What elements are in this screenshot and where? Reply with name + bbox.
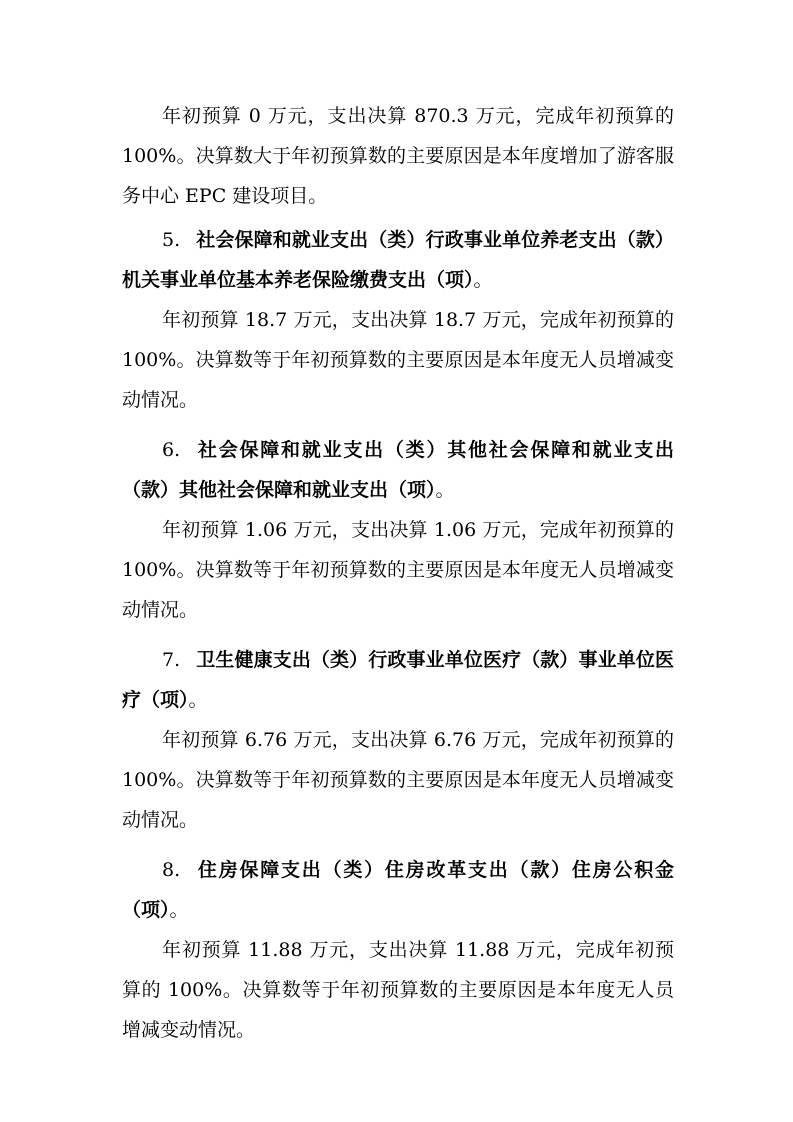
section-heading-7 bbox=[122, 640, 674, 720]
section-number: 8. bbox=[162, 859, 181, 881]
document-page bbox=[122, 96, 674, 1050]
section-end-punct: 。 bbox=[169, 899, 189, 921]
section-paragraph-8: 年初预算 11.88 万元，支出决算 11.88 万元，完成年初预算的 100%。决算数等于年初预算数的主要原因是本年度无人员增减变动情况。 bbox=[122, 939, 674, 1041]
section-heading-6 bbox=[122, 430, 674, 510]
section-number: 5. bbox=[162, 229, 181, 251]
section-end-punct: 。 bbox=[188, 689, 208, 711]
section-number: 6. bbox=[162, 439, 181, 461]
section-heading-5 bbox=[122, 220, 674, 300]
intro-paragraph: 年初预算 0 万元，支出决算 870.3 万元，完成年初预算的 100%。决算数大于年初预算数的主要原因是本年度增加了游客服务中心 EPC 建设项目。 bbox=[122, 105, 674, 207]
section-paragraph-5: 年初预算 18.7 万元，支出决算 18.7 万元，完成年初预算的 100%。决算数等于年初预算数的主要原因是本年度无人员增减变动情况。 bbox=[122, 309, 674, 411]
section-end-punct: 。 bbox=[473, 269, 493, 291]
section-title: 卫生健康支出（类）行政事业单位医疗（款）事业单位医疗（项） bbox=[122, 649, 674, 711]
section-title: 社会保障和就业支出（类）行政事业单位养老支出（款）机关事业单位基本养老保险缴费支出（项） bbox=[122, 229, 674, 291]
section-number: 7. bbox=[162, 649, 181, 671]
section-title: 社会保障和就业支出（类）其他社会保障和就业支出（款）其他社会保障和就业支出（项） bbox=[122, 439, 674, 501]
section-end-punct: 。 bbox=[435, 479, 455, 501]
section-paragraph-7: 年初预算 6.76 万元，支出决算 6.76 万元，完成年初预算的 100%。决算数等于年初预算数的主要原因是本年度无人员增减变动情况。 bbox=[122, 729, 674, 831]
section-heading-8 bbox=[122, 850, 674, 930]
section-title: 住房保障支出（类）住房改革支出（款）住房公积金（项） bbox=[122, 859, 674, 921]
section-paragraph-6: 年初预算 1.06 万元，支出决算 1.06 万元，完成年初预算的 100%。决算数等于年初预算数的主要原因是本年度无人员增减变动情况。 bbox=[122, 519, 674, 621]
